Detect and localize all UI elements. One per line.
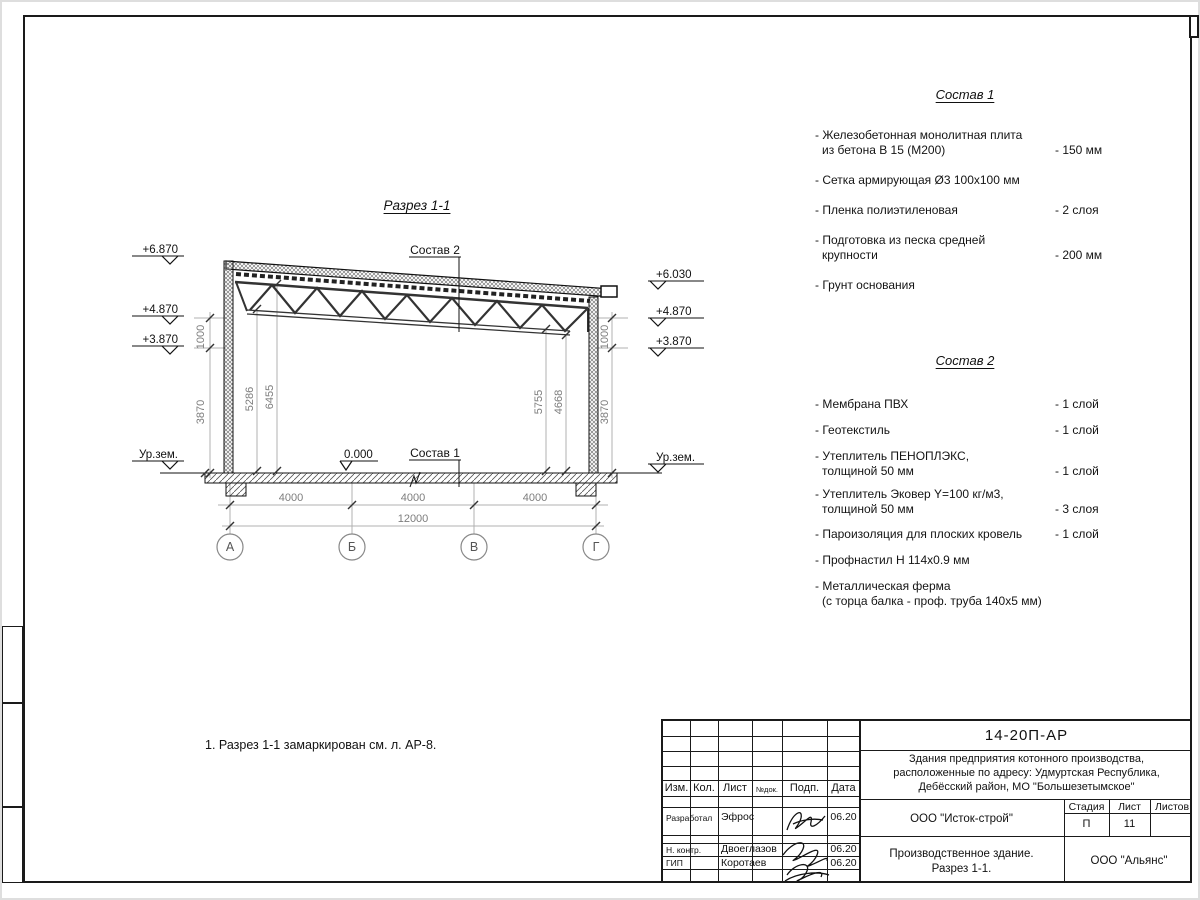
tb-col-kol: Кол. xyxy=(693,782,715,794)
tb-project-line1: Здания предприятия котонного производства, xyxy=(908,753,1145,765)
tb-name-ncontr: Двоеглазов xyxy=(721,843,777,855)
end-beam xyxy=(601,286,617,297)
tb-col-podp: Подп. xyxy=(789,782,820,794)
tb-stage-label: Стадия xyxy=(1068,801,1105,813)
tb-name-developer: Эфрос xyxy=(721,811,755,823)
sostav2-item-4: - Утеплитель Эковер Y=100 кг/м3, толщиной 50 мм - 3 слоя xyxy=(815,487,1099,516)
tb-sheet-value: 11 xyxy=(1123,818,1136,830)
margin-box-1 xyxy=(2,626,23,703)
tb-sheets-label: Листов xyxy=(1154,801,1190,813)
tb-col-ndok: №док. xyxy=(756,785,778,794)
tb-role-developer: Разработал xyxy=(666,813,713,823)
dim-left-1000: 1000 xyxy=(195,324,207,350)
tb-date-ncontr: 06.20 xyxy=(830,843,857,855)
corner-stamp-box xyxy=(1189,15,1199,38)
dim-bay-2: 4000 xyxy=(400,492,426,504)
tb-col-list: Лист xyxy=(723,782,747,794)
tb-role-ncontr: Н. контр. xyxy=(666,845,702,855)
dim-inner-4668: 4668 xyxy=(553,389,565,415)
sheet-note: 1. Разрез 1-1 замаркирован см. л. АР-8. xyxy=(205,738,437,752)
tb-date-developer: 06.20 xyxy=(830,811,857,823)
sostav1-ref-label: Состав 1 xyxy=(410,446,460,460)
signature-developer xyxy=(783,806,829,836)
tb-role-gip: ГИП xyxy=(666,858,683,868)
dim-total-12000: 12000 xyxy=(397,513,429,525)
tb-line xyxy=(859,750,1192,751)
tb-line xyxy=(690,721,691,883)
tb-company: ООО "Альянс" xyxy=(1090,855,1168,867)
tb-col-izm: Изм. xyxy=(664,782,689,794)
axis-v: В xyxy=(469,540,479,554)
margin-box-3 xyxy=(2,807,23,883)
dim-inner-6455: 6455 xyxy=(264,384,276,410)
title-block xyxy=(661,719,1192,883)
tb-doc-number: 14-20П-АР xyxy=(984,727,1069,744)
dim-right-3870: 3870 xyxy=(599,399,611,425)
left-wall xyxy=(224,261,233,473)
tb-line xyxy=(663,807,860,808)
sostav2-item-2: - Геотекстиль - 1 слой xyxy=(815,423,1099,437)
sostav1-item-4: - Подготовка из песка средней крупности - 200 мм xyxy=(815,233,1103,262)
elevation-left-ground: Ур.зем. xyxy=(138,449,178,461)
sostav1-item-2: - Сетка армирующая Ø3 100х100 мм xyxy=(815,173,1020,187)
dim-inner-5286: 5286 xyxy=(244,386,256,412)
sostav2-title: Состав 2 xyxy=(935,353,995,368)
margin-box-2 xyxy=(2,703,23,807)
tb-project-line3: Дебёсский район, МО "Большезетымское" xyxy=(918,781,1135,793)
tb-sheet-label: Лист xyxy=(1118,801,1141,813)
tb-line xyxy=(663,796,860,797)
tb-line xyxy=(663,736,860,737)
sostav2-item-7: - Металлическая ферма (с торца балка - проф. труба 140х5 мм) xyxy=(815,579,1042,608)
elevation-marks-right xyxy=(648,269,704,472)
tb-object-line2: Разрез 1-1. xyxy=(931,863,992,875)
foundation-left xyxy=(226,483,246,496)
elevation-left-6870: +6.870 xyxy=(142,244,178,256)
elevation-left-4870: +4.870 xyxy=(142,304,178,316)
dim-left-3870: 3870 xyxy=(195,399,207,425)
dim-bay-1: 4000 xyxy=(278,492,304,504)
sostav2-item-3: - Утеплитель ПЕНОПЛЭКС, толщиной 50 мм - 1 слой xyxy=(815,449,1099,478)
sostav1-title: Состав 1 xyxy=(935,87,995,102)
truss-left-post xyxy=(236,282,247,311)
tb-project-line2: расположенные по адресу: Удмуртская Республика, xyxy=(893,767,1160,779)
floor-slab xyxy=(205,473,617,483)
sostav2-item-1: - Мембрана ПВХ - 1 слой xyxy=(815,397,1099,411)
tb-line xyxy=(859,836,1192,837)
sostav1-item-5: - Грунт основания xyxy=(815,278,915,292)
elevation-left-3870: +3.870 xyxy=(142,334,178,346)
elevation-right-3870: +3.870 xyxy=(656,336,692,348)
tb-line xyxy=(718,721,719,883)
tb-line xyxy=(663,766,860,767)
section-title: Разрез 1-1 xyxy=(383,198,451,213)
dim-bay-3: 4000 xyxy=(522,492,548,504)
tb-line xyxy=(1064,813,1192,814)
sostav1-item-3: - Пленка полиэтиленовая - 2 слоя xyxy=(815,203,1099,217)
axis-b: Б xyxy=(347,540,357,554)
signature-ncontr-gip xyxy=(777,839,835,883)
tb-name-gip: Коротаев xyxy=(721,857,767,869)
elevation-right-6030: +6.030 xyxy=(656,269,692,281)
sostav1-item-1: - Железобетонная монолитная плита из бетона В 15 (М200) - 150 мм xyxy=(815,128,1103,157)
sostav2-ref-label: Состав 2 xyxy=(410,243,460,257)
tb-date-gip: 06.20 xyxy=(830,857,857,869)
tb-col-data: Дата xyxy=(831,782,856,794)
tb-line xyxy=(663,780,860,781)
axis-bubbles xyxy=(217,534,609,560)
tb-org: ООО "Исток-строй" xyxy=(910,813,1013,825)
elevation-right-ground: Ур.зем. xyxy=(656,452,696,464)
tb-stage-value: П xyxy=(1082,818,1091,830)
axis-a: А xyxy=(225,540,235,554)
axis-g: Г xyxy=(592,540,600,554)
dim-right-1000: 1000 xyxy=(599,324,611,350)
building-outline xyxy=(160,261,662,496)
tb-line xyxy=(663,835,860,836)
sostav2-item-6: - Профнастил Н 114х0.9 мм xyxy=(815,553,970,567)
sostav2-item-5: - Пароизоляция для плоских кровель - 1 слой xyxy=(815,527,1099,541)
tb-line xyxy=(663,751,860,752)
tb-line xyxy=(859,799,1192,800)
elevation-marks-left xyxy=(132,244,184,469)
foundation-right xyxy=(576,483,596,496)
zero-level-label: 0.000 xyxy=(344,449,373,461)
tb-object-line1: Производственное здание. xyxy=(889,848,1034,860)
truss-bottom-chord-b xyxy=(247,314,570,335)
dim-inner-5755: 5755 xyxy=(533,389,545,415)
right-wall xyxy=(589,297,598,473)
elevation-right-4870: +4.870 xyxy=(656,306,692,318)
section-drawing xyxy=(100,180,760,600)
